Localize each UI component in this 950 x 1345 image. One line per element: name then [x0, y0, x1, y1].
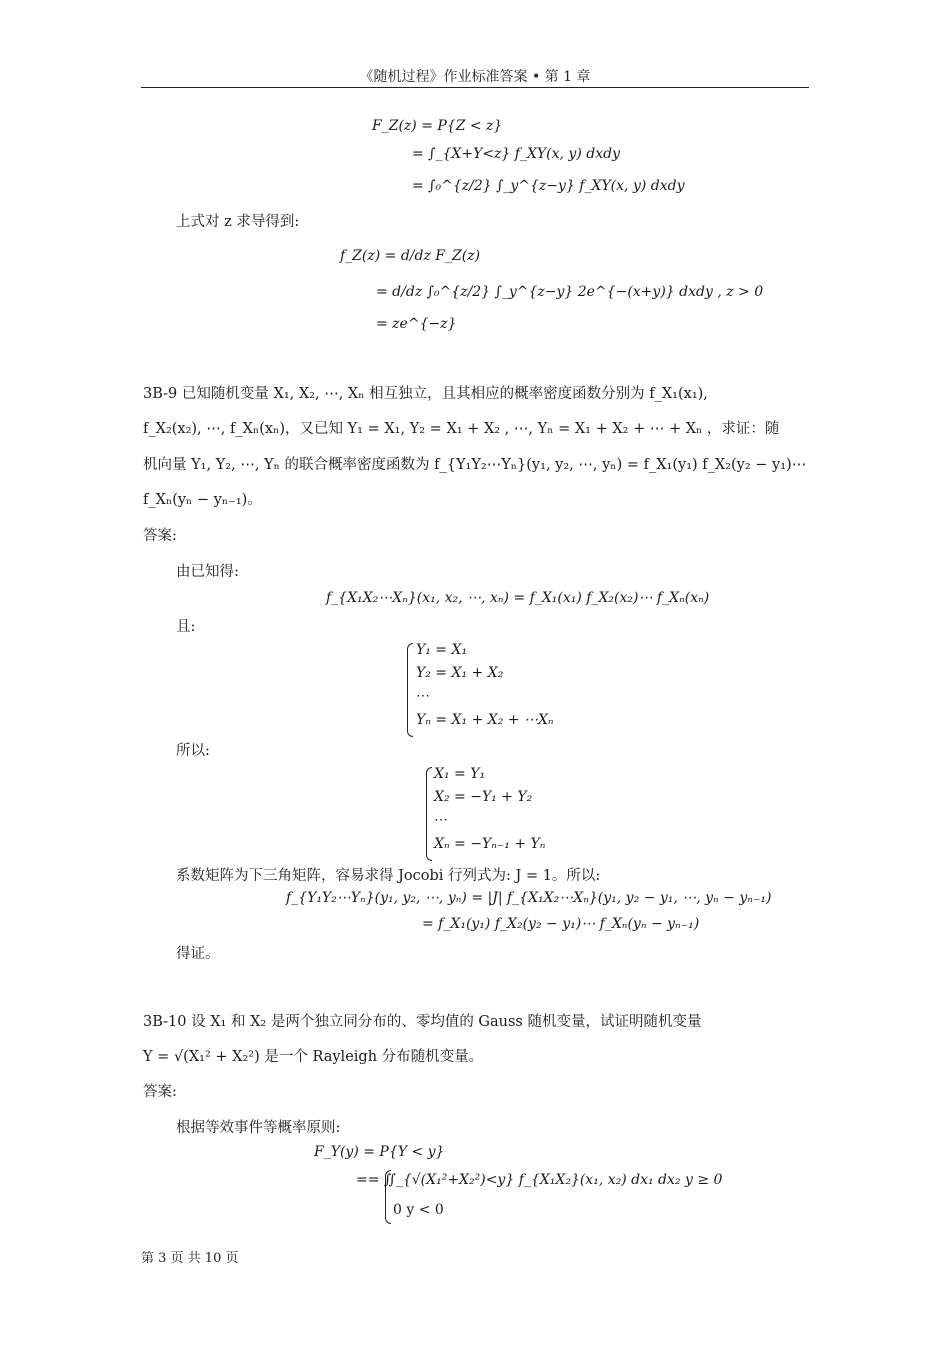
eq2-line1: f_Z(z) = d/dz F_Z(z): [340, 248, 481, 264]
system1-row: Y₁ = X₁: [416, 642, 468, 658]
header-rule: [141, 87, 809, 88]
text-so: 所以:: [176, 743, 210, 759]
problem-3b10-line2: Y = √(X₁² + X₂²) 是一个 Rayleigh 分布随机变量。: [143, 1049, 484, 1065]
system2-row: ⋯: [434, 812, 448, 828]
system1-row: ⋯: [416, 688, 430, 704]
eq-final-case2: 0 y < 0: [393, 1202, 444, 1218]
system1-row: Y₂ = X₁ + X₂: [416, 665, 504, 681]
eq-result-line1: f_{Y₁Y₂⋯Yₙ}(y₁, y₂, ⋯, yₙ) = |J| f_{X₁X₂⋯Xₙ}(y₁, y₂ − y₁, ⋯, yₙ − yₙ₋₁): [286, 890, 772, 906]
answer-label: 答案:: [143, 528, 177, 544]
text-jacobi: 系数矩阵为下三角矩阵，容易求得 Jocobi 行列式为: J = 1。所以:: [176, 868, 601, 884]
text-proved: 得证。: [176, 946, 220, 962]
eq2-line2: = d/dz ∫₀^{z/2} ∫_y^{z−y} 2e^{−(x+y)} dxdy , z > 0: [376, 284, 764, 300]
problem-3b10-line1: 3B-10 设 X₁ 和 X₂ 是两个独立同分布的、零均值的 Gauss 随机变量，试证明随机变量: [143, 1014, 702, 1030]
page-footer: 第 3 页 共 10 页: [141, 1251, 239, 1266]
problem-3b9-line3: 机向量 Y₁, Y₂, ⋯, Yₙ 的联合概率密度函数为 f_{Y₁Y₂⋯Yₙ}(y₁, y₂, ⋯, yₙ) = f_X₁(y₁) f_X₂(y₂ − y₁)⋯: [143, 457, 807, 473]
problem-3b9-line2: f_X₂(x₂), ⋯, f_Xₙ(xₙ)，又已知 Y₁ = X₁, Y₂ = X₁ + X₂ , ⋯, Yₙ = X₁ + X₂ + ⋯ + Xₙ ，求证：随: [143, 421, 780, 437]
system2-row: Xₙ = −Yₙ₋₁ + Yₙ: [434, 836, 546, 852]
eq1-line3: = ∫₀^{z/2} ∫_y^{z−y} f_XY(x, y) dxdy: [412, 178, 685, 194]
eq-result-line2: = f_X₁(y₁) f_X₂(y₂ − y₁)⋯ f_Xₙ(yₙ − yₙ₋₁): [422, 916, 700, 932]
text-and: 且:: [176, 619, 196, 635]
system1-row: Yₙ = X₁ + X₂ + ⋯Xₙ: [416, 712, 554, 728]
text-principle: 根据等效事件等概率原则:: [176, 1120, 341, 1136]
text-known: 由已知得:: [176, 564, 239, 580]
answer-label: 答案:: [143, 1084, 177, 1100]
problem-3b9-line4: f_Xₙ(yₙ − yₙ₋₁)。: [143, 492, 262, 508]
text-derivative: 上式对 z 求导得到:: [176, 214, 300, 230]
system2-row: X₂ = −Y₁ + Y₂: [434, 789, 533, 805]
system1-brace: [407, 643, 413, 737]
eq-final-case1: == ∬_{√(X₁²+X₂²)<y} f_{X₁X₂}(x₁, x₂) dx₁ dx₂ y ≥ 0: [356, 1172, 723, 1188]
eq-final-line1: F_Y(y) = P{Y < y}: [314, 1144, 445, 1160]
page-header: 《随机过程》作业标准答案 • 第 1 章: [359, 69, 591, 85]
eq1-line2: = ∫_{X+Y<z} f_XY(x, y) dxdy: [412, 146, 620, 162]
eq2-line3: = ze^{−z}: [376, 316, 457, 332]
eq1-line1: F_Z(z) = P{Z < z}: [372, 118, 503, 134]
eq-joint-density: f_{X₁X₂⋯Xₙ}(x₁, x₂, ⋯, xₙ) = f_X₁(x₁) f_X₂(x₂)⋯ f_Xₙ(xₙ): [326, 590, 710, 606]
system2-brace: [426, 767, 432, 861]
system2-row: X₁ = Y₁: [434, 766, 486, 782]
problem-3b9-line1: 3B-9 已知随机变量 X₁, X₂, ⋯, Xₙ 相互独立，且其相应的概率密度函数分别为 f_X₁(x₁),: [143, 386, 708, 402]
